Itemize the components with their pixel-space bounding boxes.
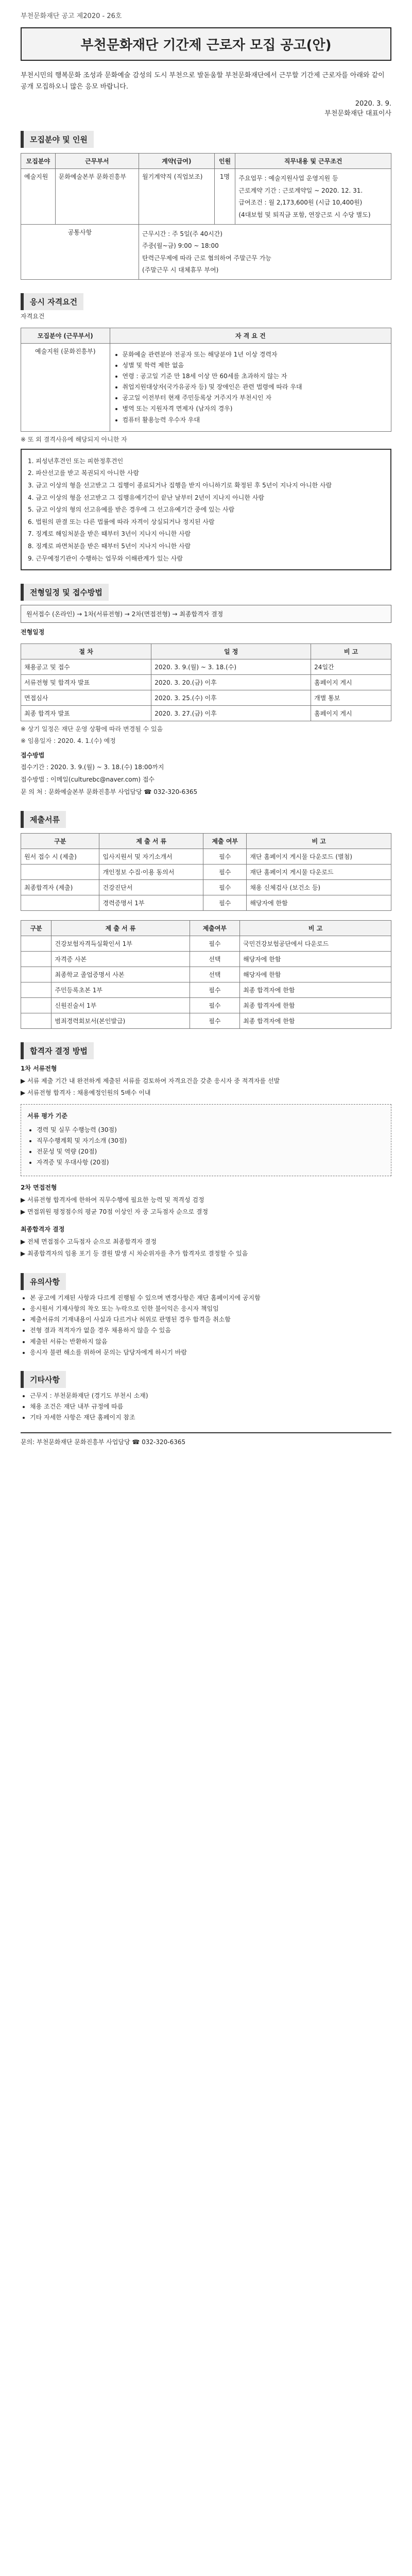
- qualification-table: [21, 328, 391, 432]
- criteria-box: [21, 1104, 391, 1176]
- docs-header-group: 구분: [21, 834, 99, 849]
- decision-final-line: ▶ 최종합격자의 임용 포기 등 결원 발생 시 차순위자를 추가 합격자로 결정할 수 있음: [21, 1250, 248, 1258]
- docs2-header-doc: 제 출 서 류: [52, 921, 190, 936]
- etc-item: • 채용 조건은 재단 내부 규정에 따름: [30, 1402, 391, 1412]
- docs2-doc: 최종학교 졸업증명서 사본: [52, 967, 190, 982]
- schedule-row: [21, 690, 391, 705]
- docs2-req: 선택: [190, 952, 239, 967]
- section-etc: [21, 1371, 391, 1423]
- docs-doc: 건강진단서: [99, 880, 203, 895]
- schedule-table: [21, 643, 391, 721]
- apply-line: 접수기간 : 2020. 3. 9.(월) ~ 3. 18.(수) 18:00까지: [21, 764, 164, 771]
- qual-item: • 문화예술 관련분야 전공자 또는 해당분야 1년 이상 경력자: [123, 350, 388, 360]
- docs2-note: 국민건강보험공단에서 다운로드: [240, 936, 391, 952]
- qual-item: • 컴퓨터 활용능력 우수자 우대: [123, 415, 388, 425]
- section-title-caution: 유의사항: [21, 1273, 66, 1290]
- caution-item: • 응시원서 기재사항의 착오 또는 누락으로 인한 불이익은 응시자 책임임: [30, 1304, 391, 1314]
- docs-group: [21, 895, 99, 911]
- docs2-req: 필수: [190, 982, 239, 998]
- etc-item: • 기타 자세한 사항은 재단 홈페이지 참조: [30, 1413, 391, 1422]
- docs2-header-req: 제출여부: [190, 921, 239, 936]
- docs2-req: 필수: [190, 936, 239, 952]
- section-title-decision: 합격자 결정 방법: [21, 1042, 94, 1059]
- schedule-date: 2020. 3. 25.(수) 이후: [151, 690, 311, 705]
- etc-item: • 근무지 : 부천문화재단 (경기도 부천시 소재): [30, 1391, 391, 1401]
- disq-line: 8. 징계로 파면처분을 받은 때부터 5년이 지나지 아니한 사람: [28, 543, 191, 550]
- schedule-header-date: 일 정: [151, 643, 311, 659]
- docs2-note: 해당자에 한함: [240, 967, 391, 982]
- docs-note: 재단 홈페이지 게시물 다운로드: [247, 865, 391, 880]
- schedule-note-1: ※ 상기 일정은 재단 운영 상황에 따라 변경될 수 있음: [21, 725, 163, 733]
- recruit-header-contract: 계약(급여): [139, 154, 214, 169]
- common-line-2: 주중(월~금) 9:00 ~ 18:00: [142, 242, 219, 250]
- docs-group: 원서 접수 시 (제출): [21, 849, 99, 865]
- apply-line: 문 의 처 : 문화예술본부 문화진흥부 사업담당 ☎ 032-320-6365: [21, 788, 198, 795]
- recruit-header-dept: 근무부서: [55, 154, 139, 169]
- docs-req: 필수: [203, 849, 247, 865]
- recruit-header-field: 모집분야: [21, 154, 56, 169]
- docs2-doc: 건강보험자격득실확인서 1부: [52, 936, 190, 952]
- duty-line-2: 근로계약 기간 : 근로계약일 ~ 2020. 12. 31.: [238, 187, 363, 194]
- decision-stage1-line: ▶ 서류 제출 기간 내 완전하게 제출된 서류를 검토하여 자격요건을 갖춘 응시자 중 적격자를 선발: [21, 1077, 280, 1084]
- docs-doc: 개인정보 수집·이용 동의서: [99, 865, 203, 880]
- criteria-title: 서류 평가 기준: [27, 1112, 67, 1120]
- schedule-note: 홈페이지 게시: [311, 705, 391, 721]
- common-label: 공통사항: [21, 224, 139, 279]
- docs2-doc: 자격증 사본: [52, 952, 190, 967]
- docs-table-2: [21, 920, 391, 1029]
- docs2-row: [21, 998, 391, 1013]
- apply-title: 접수방법: [21, 751, 45, 759]
- qual-item: • 취업지원대상자(국가유공자 등) 및 장애인은 관련 법령에 따라 우대: [123, 382, 388, 392]
- schedule-subtitle: 전형일정: [21, 629, 45, 636]
- decision-final-line: ▶ 전체 면접점수 고득점자 순으로 최종합격자 결정: [21, 1238, 157, 1245]
- duty-line-1: 주요업무 : 예술지원사업 운영지원 등: [238, 175, 338, 182]
- docs-header-note: 비 고: [247, 834, 391, 849]
- caution-item: • 제출된 서류는 반환하지 않음: [30, 1337, 391, 1347]
- disq-line: 9. 근무예정기관이 수행하는 업무와 이해관계가 있는 사람: [28, 554, 183, 562]
- criteria-item: • 경력 및 실무 수행능력 (30점): [37, 1125, 385, 1135]
- decision-stage1-line: ▶ 서류전형 합격자 : 채용예정인원의 5배수 이내: [21, 1089, 151, 1097]
- section-recruit: [21, 131, 391, 280]
- apply-line: 접수방법 : 이메일(culturebc@naver.com) 접수: [21, 775, 155, 783]
- qual-item: • 공고일 이전부터 현재 주민등록상 거주지가 부천시인 자: [123, 393, 388, 403]
- schedule-row: [21, 659, 391, 674]
- criteria-item: • 직무수행계획 및 자기소개 (30점): [37, 1136, 385, 1146]
- docs-doc: 입사지원서 및 자기소개서: [99, 849, 203, 865]
- docs-row: [21, 895, 391, 911]
- disq-line: 6. 법원의 판결 또는 다른 법률에 따라 자격이 상실되거나 정지된 사람: [28, 518, 215, 526]
- issue-date-block: [21, 100, 391, 117]
- caution-item: • 전형 결과 적격자가 없을 경우 채용하지 않을 수 있음: [30, 1326, 391, 1335]
- recruit-contract: 월기계약직 (직업보조): [139, 169, 214, 224]
- disq-line: 4. 금고 이상의 형을 선고받고 그 집행유예기간이 끝난 날부터 2년이 지나지 아니한 사람: [28, 494, 264, 501]
- recruit-dept: 문화예술본부 문화진흥부: [55, 169, 139, 224]
- decision-stage1: 1차 서류전형: [21, 1065, 57, 1073]
- criteria-item: • 전문성 및 역량 (20점): [37, 1147, 385, 1157]
- decision-stage2: 2차 면접전형: [21, 1184, 57, 1192]
- docs2-note: 최종 합격자에 한함: [240, 998, 391, 1013]
- section-schedule: [21, 584, 391, 798]
- section-title-etc: 기타사항: [21, 1371, 66, 1388]
- caution-item: • 제출서류의 기재내용이 사실과 다르거나 허위로 판명된 경우 합격을 취소함: [30, 1315, 391, 1325]
- docs2-req: 필수: [190, 1013, 239, 1029]
- common-line-4: (주말근무 시 대체휴무 부여): [142, 266, 219, 274]
- disq-line: 7. 징계로 해임처분을 받은 때부터 3년이 지나지 아니한 사람: [28, 530, 191, 538]
- docs-row: [21, 880, 391, 895]
- docs-note: 채용 신체검사 (보건소 등): [247, 880, 391, 895]
- docs2-req: 필수: [190, 998, 239, 1013]
- docs-table: [21, 833, 391, 911]
- docs-req: 필수: [203, 865, 247, 880]
- schedule-date: 2020. 3. 27.(금) 이후: [151, 705, 311, 721]
- recruit-common-row: [21, 224, 391, 279]
- disq-line: 1. 피성년후견인 또는 피한정후견인: [28, 457, 124, 465]
- caution-item: • 응시자 불편 해소를 위하여 문의는 담당자에게 하시기 바람: [30, 1348, 391, 1358]
- section-docs: [21, 811, 391, 1029]
- section-caution: [21, 1273, 391, 1358]
- duty-line-3: 급여조건 : 월 2,173,600원 (시급 10,400원): [238, 199, 363, 207]
- schedule-header-step: 절 차: [21, 643, 151, 659]
- docs-req: 필수: [203, 895, 247, 911]
- caution-item: • 본 공고에 기재된 사항과 다르게 진행될 수 있으며 변경사항은 재단 홈페이지에 공지함: [30, 1293, 391, 1303]
- docs2-doc: 신원진술서 1부: [52, 998, 190, 1013]
- recruit-field: 예술지원: [21, 169, 56, 224]
- section-title-qualification: 응시 자격요건: [21, 293, 83, 310]
- recruit-header-count: 인원: [214, 154, 235, 169]
- footer-contact: 문의: 부천문화재단 문화진흥부 사업담당 ☎ 032-320-6365: [21, 1432, 391, 1446]
- schedule-date: 2020. 3. 9.(월) ~ 3. 18.(수): [151, 659, 311, 674]
- docs2-row: [21, 936, 391, 952]
- schedule-step: 최종 합격자 발표: [21, 705, 151, 721]
- docs-group: 최종합격자 (제출): [21, 880, 99, 895]
- docs2-row: [21, 1013, 391, 1029]
- docs2-doc: 범죄경력회보서(본인발급): [52, 1013, 190, 1029]
- qual-note: ※ 또 외 결격사유에 해당되지 아니한 자: [21, 435, 127, 443]
- common-details: [139, 224, 391, 279]
- docs-header-req: 제출 여부: [203, 834, 247, 849]
- schedule-step: 면접심사: [21, 690, 151, 705]
- docs-note: 해당자에 한함: [247, 895, 391, 911]
- schedule-step: 채용공고 및 접수: [21, 659, 151, 674]
- schedule-date: 2020. 3. 20.(금) 이후: [151, 674, 311, 690]
- schedule-note-2: ※ 임용일자 : 2020. 4. 1.(수) 예정: [21, 737, 116, 744]
- qual-items: [110, 343, 391, 431]
- qualification-label: 자격요건: [21, 312, 45, 320]
- qual-item: • 성별 및 학력 제한 없음: [123, 361, 388, 370]
- docs2-header-note: 비 고: [240, 921, 391, 936]
- disq-line: 3. 금고 이상의 형을 선고받고 그 집행이 종료되거나 집행을 받지 아니하기로 확정된 후 5년이 지나지 아니한 사람: [28, 482, 332, 489]
- qual-item: • 연령 : 공고일 기준 만 18세 이상 만 60세를 초과하지 않는 자: [123, 371, 388, 381]
- schedule-row: [21, 705, 391, 721]
- decision-stage2-line: ▶ 서류전형 합격자에 한하여 직무수행에 필요한 능력 및 적격성 검정: [21, 1196, 204, 1204]
- recruit-header-duty: 직무내용 및 근무조건: [235, 154, 391, 169]
- schedule-flow: 원서접수 (온라인) → 1차(서류전형) → 2차(면접전형) → 최종합격자 결정: [21, 605, 391, 623]
- recruit-header-row: [21, 154, 391, 169]
- decision-final: 최종합격자 결정: [21, 1226, 65, 1233]
- docs2-note: 최종 합격자에 한함: [240, 982, 391, 998]
- docs-header-doc: 제 출 서 류: [99, 834, 203, 849]
- criteria-item: • 자격증 및 우대사항 (20점): [37, 1158, 385, 1167]
- docs2-req: 선택: [190, 967, 239, 982]
- section-decision: [21, 1042, 391, 1260]
- docs2-row: [21, 982, 391, 998]
- recruit-count: 1명: [214, 169, 235, 224]
- notice-number: 부천문화재단 공고 제2020 - 26호: [21, 12, 122, 20]
- docs2-row: [21, 967, 391, 982]
- disq-line: 5. 금고 이상의 형의 선고유예를 받은 경우에 그 선고유예기간 중에 있는 사람: [28, 506, 235, 514]
- docs-row: [21, 849, 391, 865]
- page-title: 부천문화재단 기간제 근로자 모집 공고(안): [21, 27, 391, 61]
- common-line-1: 근무시간 : 주 5일(주 40시간): [142, 230, 222, 238]
- issuer-signature: 부천문화재단 대표이사: [324, 110, 391, 118]
- disqualification-box: [21, 449, 391, 570]
- recruit-row: [21, 169, 391, 224]
- schedule-note: 개별 통보: [311, 690, 391, 705]
- docs2-note: 해당자에 한함: [240, 952, 391, 967]
- schedule-note: 24일간: [311, 659, 391, 674]
- section-title-recruit: 모집분야 및 인원: [21, 131, 94, 148]
- duty-line-4: (4대보험 및 퇴직금 포함, 연장근로 시 수당 별도): [238, 211, 371, 218]
- qual-item: • 병역 또는 지원자격 면제자 (남자의 경우): [123, 404, 388, 414]
- docs-doc: 경력증명서 1부: [99, 895, 203, 911]
- decision-stage2-line: ▶ 면접위원 평정점수의 평균 70점 이상인 자 중 고득점자 순으로 결정: [21, 1208, 209, 1216]
- schedule-step: 서류전형 및 합격자 발표: [21, 674, 151, 690]
- docs2-row: [21, 952, 391, 967]
- recruit-duty: [235, 169, 391, 224]
- qual-field: 예술지원 (문화진흥부): [21, 343, 110, 431]
- docs2-note: 최종 합격자에 한함: [240, 1013, 391, 1029]
- qual-header-req: 자 격 요 건: [110, 328, 391, 343]
- intro-text: 부천시민의 행복문화 조성과 문화예술 감성의 도시 부천으로 발돋움할 부천문화재단에서 근무할 기간제 근로자를 아래와 같이 공개 모집하오니 많은 응모 바랍니다.: [21, 72, 385, 91]
- schedule-header-note: 비 고: [311, 643, 391, 659]
- section-title-schedule: 전형일정 및 접수방법: [21, 584, 109, 601]
- disq-line: 2. 파산선고를 받고 복권되지 아니한 사람: [28, 469, 139, 477]
- common-line-3: 탄력근무제에 따라 근로 협의하여 주말근무 가능: [142, 254, 271, 262]
- schedule-row: [21, 674, 391, 690]
- docs-req: 필수: [203, 880, 247, 895]
- docs2-doc: 주민등록초본 1부: [52, 982, 190, 998]
- issue-date: 2020. 3. 9.: [355, 100, 391, 108]
- qual-header-field: 모집분야 (근무부서): [21, 328, 110, 343]
- section-title-docs: 제출서류: [21, 811, 66, 828]
- docs-row: [21, 865, 391, 880]
- recruit-table: [21, 153, 391, 280]
- schedule-note: 홈페이지 게시: [311, 674, 391, 690]
- docs-note: 재단 홈페이지 게시물 다운로드 (별첨): [247, 849, 391, 865]
- docs2-header-group: 구분: [21, 921, 52, 936]
- section-qualification: [21, 293, 391, 570]
- docs-group: [21, 865, 99, 880]
